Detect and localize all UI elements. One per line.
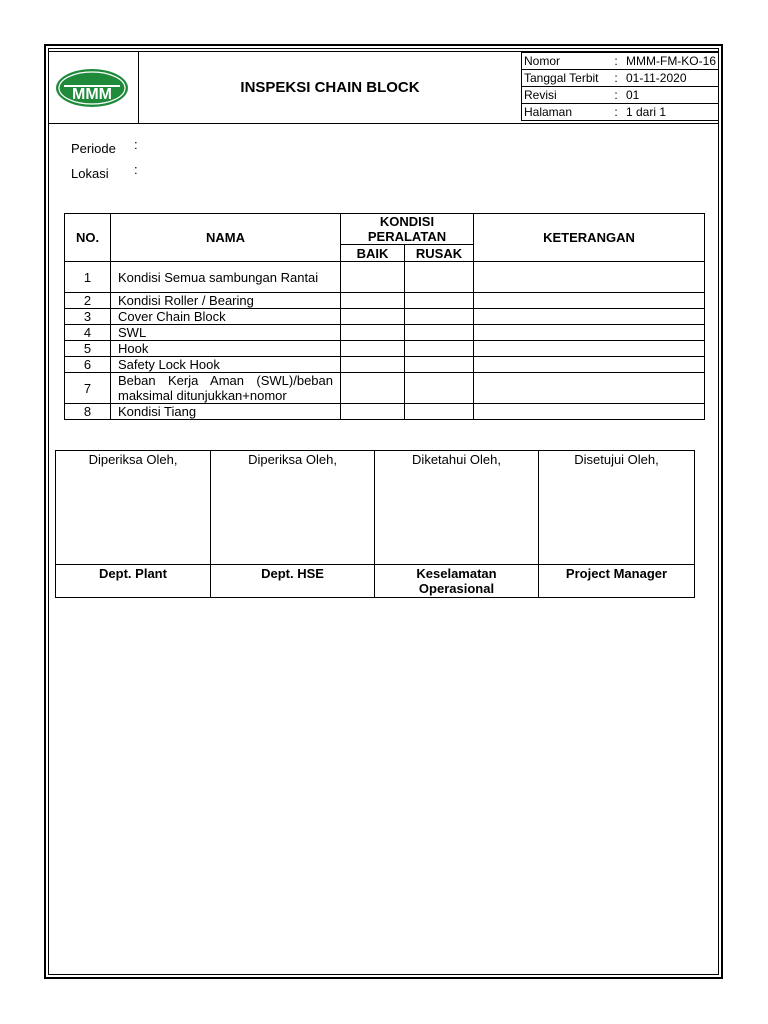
lokasi-colon: :	[134, 162, 138, 177]
meta-key: Revisi	[522, 87, 611, 104]
row-keterangan-cell[interactable]	[474, 341, 705, 357]
row-keterangan-cell[interactable]	[474, 293, 705, 309]
signature-box[interactable]: Disetujui Oleh,	[539, 451, 695, 565]
table-row	[65, 341, 705, 357]
table-row	[65, 293, 705, 309]
table-row	[65, 262, 705, 293]
row-rusak-cell[interactable]	[405, 341, 474, 357]
row-baik-cell[interactable]	[341, 341, 405, 357]
table-header-row	[65, 214, 705, 245]
meta-row	[522, 87, 719, 104]
table-row	[65, 309, 705, 325]
meta-colon: :	[610, 87, 622, 104]
company-logo	[55, 68, 129, 108]
department-row	[56, 565, 695, 598]
row-keterangan-cell[interactable]	[474, 373, 705, 404]
signature-table	[55, 450, 695, 598]
row-rusak-cell[interactable]	[405, 309, 474, 325]
row-keterangan-cell[interactable]	[474, 325, 705, 341]
document-meta-table	[521, 52, 719, 121]
table-row	[65, 373, 705, 404]
signature-row	[56, 451, 695, 565]
row-no: 3	[65, 309, 111, 325]
meta-row	[522, 70, 719, 87]
row-baik-cell[interactable]	[341, 262, 405, 293]
header-keterangan: KETERANGAN	[474, 214, 705, 262]
header-rusak: RUSAK	[405, 245, 474, 262]
row-nama: Safety Lock Hook	[111, 357, 341, 373]
department-label: Keselamatan Operasional	[375, 565, 539, 598]
meta-key: Nomor	[522, 53, 611, 70]
row-nama: Kondisi Tiang	[111, 404, 341, 420]
meta-value: 1 dari 1	[622, 104, 719, 121]
row-rusak-cell[interactable]	[405, 357, 474, 373]
logo-text: MMM	[72, 86, 112, 103]
periode-field[interactable]	[71, 137, 138, 156]
signature-box[interactable]: Diperiksa Oleh,	[56, 451, 211, 565]
row-no: 7	[65, 373, 111, 404]
lokasi-label: Lokasi	[71, 166, 109, 181]
row-baik-cell[interactable]	[341, 325, 405, 341]
row-nama: Hook	[111, 341, 341, 357]
meta-key: Halaman	[522, 104, 611, 121]
row-nama: SWL	[111, 325, 341, 341]
meta-colon: :	[610, 104, 622, 121]
row-no: 1	[65, 262, 111, 293]
row-baik-cell[interactable]	[341, 373, 405, 404]
row-nama: Kondisi Roller / Bearing	[111, 293, 341, 309]
document-title: INSPEKSI CHAIN BLOCK	[240, 79, 420, 96]
department-label: Dept. Plant	[56, 565, 211, 598]
row-keterangan-cell[interactable]	[474, 262, 705, 293]
header-nama: NAMA	[111, 214, 341, 262]
meta-key: Tanggal Terbit	[522, 70, 611, 87]
row-rusak-cell[interactable]	[405, 325, 474, 341]
row-keterangan-cell[interactable]	[474, 404, 705, 420]
row-no: 2	[65, 293, 111, 309]
meta-row	[522, 53, 719, 70]
header-no: NO.	[65, 214, 111, 262]
row-no: 4	[65, 325, 111, 341]
table-row	[65, 325, 705, 341]
row-nama: Beban Kerja Aman (SWL)/beban maksimal ditunjukkan+nomor	[111, 373, 341, 404]
lokasi-field[interactable]	[71, 162, 138, 181]
row-rusak-cell[interactable]	[405, 373, 474, 404]
row-nama: Cover Chain Block	[111, 309, 341, 325]
meta-value: 01-11-2020	[622, 70, 719, 87]
row-baik-cell[interactable]	[341, 293, 405, 309]
row-no: 5	[65, 341, 111, 357]
header-kondisi: KONDISI PERALATAN	[341, 214, 474, 245]
signature-box[interactable]: Diketahui Oleh,	[375, 451, 539, 565]
row-no: 6	[65, 357, 111, 373]
row-rusak-cell[interactable]	[405, 293, 474, 309]
row-no: 8	[65, 404, 111, 420]
signature-box[interactable]: Diperiksa Oleh,	[211, 451, 375, 565]
meta-colon: :	[610, 53, 622, 70]
department-label: Project Manager	[539, 565, 695, 598]
meta-value: 01	[622, 87, 719, 104]
meta-row	[522, 104, 719, 121]
periode-colon: :	[134, 137, 138, 152]
header-baik: BAIK	[341, 245, 405, 262]
meta-colon: :	[610, 70, 622, 87]
row-keterangan-cell[interactable]	[474, 309, 705, 325]
meta-value: MMM-FM-KO-16	[622, 53, 719, 70]
periode-label: Periode	[71, 141, 116, 156]
table-row	[65, 357, 705, 373]
table-row	[65, 404, 705, 420]
row-baik-cell[interactable]	[341, 404, 405, 420]
row-baik-cell[interactable]	[341, 357, 405, 373]
department-label: Dept. HSE	[211, 565, 375, 598]
inspection-table	[64, 213, 705, 420]
row-keterangan-cell[interactable]	[474, 357, 705, 373]
company-logo-cell	[50, 52, 139, 123]
row-baik-cell[interactable]	[341, 309, 405, 325]
row-rusak-cell[interactable]	[405, 404, 474, 420]
row-rusak-cell[interactable]	[405, 262, 474, 293]
row-nama: Kondisi Semua sambungan Rantai	[111, 262, 341, 293]
